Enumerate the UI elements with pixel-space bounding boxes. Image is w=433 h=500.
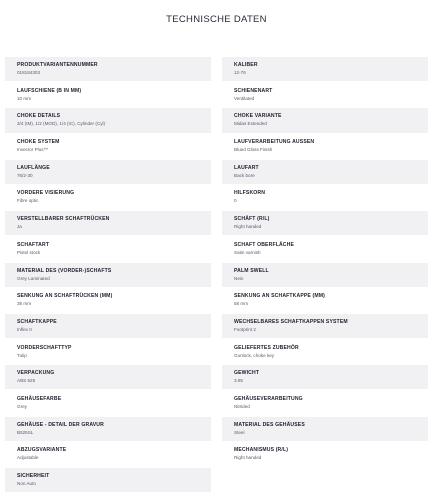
spec-item bbox=[222, 83, 428, 107]
spec-value: Blued Gloss Finish bbox=[234, 147, 273, 153]
spec-label: GEWICHT bbox=[234, 370, 260, 377]
spec-value: 018184303 bbox=[17, 70, 40, 75]
spec-label: LAUFVERARBEITUNG AUSSEN bbox=[234, 139, 315, 146]
spec-value: Non Auto bbox=[17, 481, 36, 486]
spec-value: Nein bbox=[234, 275, 244, 281]
spec-value: Right handed bbox=[234, 455, 262, 461]
spec-item bbox=[222, 57, 428, 81]
spec-label: SICHERHEIT bbox=[17, 473, 50, 479]
spec-label: CHOKE VARIANTE bbox=[234, 113, 282, 120]
spec-item bbox=[5, 365, 211, 389]
spec-value: Midas Extended bbox=[234, 121, 267, 127]
spec-value: Grey Laminated bbox=[17, 275, 50, 281]
spec-value: Ventilated bbox=[234, 95, 255, 101]
spec-item bbox=[5, 134, 211, 158]
spec-item bbox=[5, 263, 211, 287]
spec-value: Ja bbox=[17, 224, 22, 230]
spec-label: PALM SWELL bbox=[234, 267, 269, 274]
spec-label: LAUFLÄNGE bbox=[17, 164, 50, 171]
spec-item bbox=[222, 211, 428, 235]
spec-value: ABS 525 bbox=[17, 378, 36, 384]
spec-item bbox=[5, 237, 211, 261]
spec-label: HILFSKORN bbox=[234, 190, 266, 197]
spec-item bbox=[5, 468, 211, 492]
page-title: TECHNISCHE DATEN bbox=[166, 14, 267, 25]
spec-label: LAUFSCHIENE (B IN MM) bbox=[17, 87, 82, 94]
spec-item bbox=[222, 314, 428, 338]
spec-label: VORDERE VISIERUNG bbox=[17, 190, 75, 197]
spec-label: GEHÄUSE - DETAIL DER GRAVUR bbox=[17, 421, 104, 428]
spec-value: 3/4 (IM), 1/2 (MOD), 1/4 (IC), Cylinder (Cyl) bbox=[17, 121, 106, 127]
spec-label: SCHAFT OBERFLÄCHE bbox=[234, 241, 294, 248]
spec-value: Inflex II bbox=[17, 326, 32, 332]
spec-label: VERPACKUNG bbox=[17, 370, 55, 377]
spec-item bbox=[5, 160, 211, 184]
spec-value: Fibre optic bbox=[17, 198, 39, 204]
spec-item bbox=[222, 134, 428, 158]
spec-item bbox=[5, 340, 211, 364]
spec-label: GELIEFERTES ZUBEHÖR bbox=[234, 344, 299, 351]
spec-value: Satin varnish bbox=[234, 249, 261, 255]
spec-item bbox=[5, 442, 211, 466]
spec-label: CHOKE SYSTEM bbox=[17, 139, 60, 146]
spec-item bbox=[5, 314, 211, 338]
spec-item bbox=[222, 417, 428, 441]
spec-label: SCHAFTART bbox=[17, 241, 50, 248]
spec-value: 3.85 bbox=[234, 378, 243, 384]
spec-item bbox=[222, 340, 428, 364]
spec-value: B525SL bbox=[17, 429, 34, 435]
spec-label: SENKUNG AN SCHAFTKAPPE (MM) bbox=[234, 293, 326, 300]
spec-label: GEHÄUSEVERARBEITUNG bbox=[234, 395, 303, 402]
spec-value: Steel bbox=[234, 429, 245, 435]
spec-value: Back bore bbox=[234, 172, 255, 178]
spec-value: Pistol stock bbox=[17, 249, 41, 255]
spec-value: 10 mm bbox=[17, 95, 32, 101]
spec-value: 58 mm bbox=[234, 301, 249, 307]
spec-value: 0 bbox=[234, 198, 237, 204]
spec-item bbox=[222, 237, 428, 261]
spec-item bbox=[222, 263, 428, 287]
spec-label: MATERIAL DES (VORDER-)SCHAFTS bbox=[17, 267, 112, 274]
spec-label: MECHANISMUS (R/L) bbox=[234, 447, 289, 454]
spec-item bbox=[5, 211, 211, 235]
spec-item bbox=[222, 160, 428, 184]
spec-label: SENKUNG AN SCHAFTRÜCKEN (MM) bbox=[17, 293, 113, 300]
spec-label: VERSTELLBARER SCHAFTRÜCKEN bbox=[17, 216, 110, 223]
spec-item bbox=[222, 288, 428, 312]
spec-value: Right handed bbox=[234, 224, 262, 230]
spec-item bbox=[222, 185, 428, 209]
spec-item bbox=[222, 365, 428, 389]
spec-label: WECHSELBARES SCHAFTKAPPEN SYSTEM bbox=[234, 318, 348, 325]
spec-item bbox=[5, 108, 211, 132]
spec-label: SCHÄFT (R/L) bbox=[234, 216, 270, 223]
spec-item bbox=[5, 185, 211, 209]
spec-value: Tulip bbox=[17, 352, 27, 358]
spec-value: 76/2-30 bbox=[17, 172, 33, 178]
spec-label: VORDERSCHAFTTYP bbox=[17, 344, 72, 351]
spec-value: Nitrided bbox=[234, 403, 250, 409]
spec-value: Adjustable bbox=[17, 455, 39, 461]
spec-label: CHOKE DETAILS bbox=[17, 113, 61, 120]
spec-value: Invector Plus™ bbox=[17, 147, 49, 153]
spec-grid bbox=[5, 57, 428, 492]
spec-label: SCHAFTKAPPE bbox=[17, 318, 57, 325]
spec-label: KALIBER bbox=[234, 62, 258, 68]
spec-value: Gunlock, choke key bbox=[234, 352, 275, 358]
spec-label: SCHIENENART bbox=[234, 87, 273, 94]
spec-label: MATERIAL DES GEHÄUSES bbox=[234, 421, 305, 428]
spec-value: 12-76 bbox=[234, 70, 246, 75]
spec-label: LAUFART bbox=[234, 164, 259, 171]
spec-item bbox=[222, 108, 428, 132]
spec-item bbox=[5, 391, 211, 415]
spec-item bbox=[5, 288, 211, 312]
spec-label: GEHÄUSEFARBE bbox=[17, 395, 62, 402]
spec-item bbox=[222, 442, 428, 466]
spec-item bbox=[5, 417, 211, 441]
spec-item bbox=[5, 83, 211, 107]
spec-item bbox=[5, 57, 211, 81]
spec-label: ABZUGSVARIANTE bbox=[17, 447, 67, 454]
spec-value: Footprint 2 bbox=[234, 326, 256, 332]
spec-label: PRODUKTVARIANTENNUMMER bbox=[17, 62, 98, 68]
spec-value: 38 mm bbox=[17, 301, 32, 307]
spec-value: Grey bbox=[17, 403, 27, 409]
spec-item bbox=[222, 391, 428, 415]
